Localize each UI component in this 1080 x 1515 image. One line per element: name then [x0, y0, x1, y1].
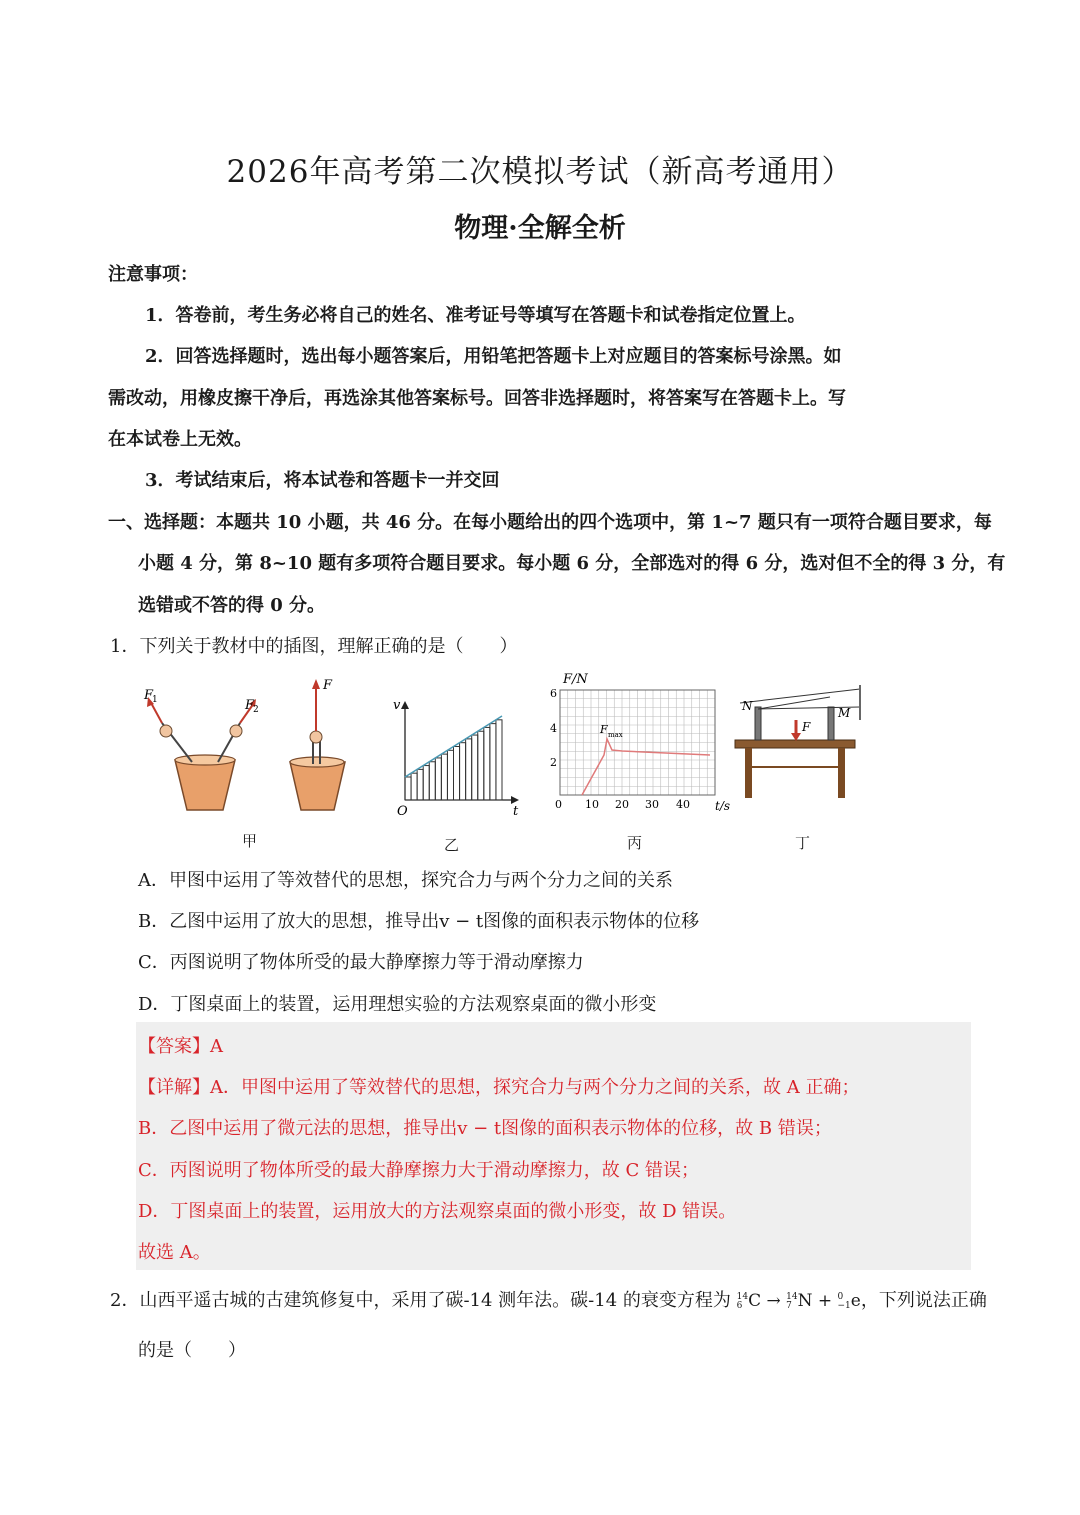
figure-jia	[143, 678, 345, 810]
yi-bar	[429, 762, 435, 800]
label-f2: F	[245, 698, 255, 713]
yi-bar	[472, 735, 478, 800]
figure-bing	[550, 672, 730, 813]
figure-label-ding: 丁	[795, 834, 811, 852]
label-ts: t/s	[715, 799, 731, 813]
notice-item-2-line-3: 在本试卷上无效。	[108, 429, 252, 450]
yi-bar	[466, 739, 472, 800]
page-title: 2026年高考第二次模拟考试（新高考通用）	[226, 154, 854, 190]
yi-bar	[447, 750, 453, 800]
yi-bar	[454, 747, 460, 801]
yi-microelement-bars	[405, 720, 502, 800]
label-fn: F/N	[563, 672, 588, 687]
label-t: t	[513, 804, 519, 819]
detail-line-5: 故选 A。	[138, 1242, 211, 1263]
tick-x-20: 20	[615, 798, 629, 811]
tick-y-2: 2	[550, 756, 557, 769]
label-fmax: F	[600, 723, 608, 736]
tick-x-0: 0	[555, 798, 562, 811]
yi-bar	[478, 731, 484, 800]
detail-line-4: D．丁图桌面上的装置，运用放大的方法观察桌面的微小形变，故 D 错误。	[138, 1201, 737, 1222]
question-2-stem-line-2: 的是（ ）	[138, 1340, 246, 1361]
label-o: O	[397, 804, 408, 819]
detail-line-2: B．乙图中运用了微元法的思想，推导出v − t图像的面积表示物体的位移，故 B 错误；	[138, 1118, 832, 1139]
bucket-right	[290, 762, 345, 810]
section-1-line-1: 一、选择题：本题共 10 小题，共 46 分。在每小题给出的四个选项中，第 1~7 题只有一项符合题目要求，每	[108, 512, 992, 533]
bucket-left	[175, 760, 235, 810]
yi-bar	[417, 769, 423, 800]
label-fding: F	[802, 720, 811, 734]
yi-bar	[496, 720, 502, 800]
svg-text:1: 1	[152, 695, 158, 705]
label-f1: F	[144, 688, 154, 703]
decay-equation: 14 6 C → 14 7 N + 0 −1 e	[736, 1291, 861, 1311]
tick-x-30: 30	[645, 798, 659, 811]
option-c: C．丙图说明了物体所受的最大静摩擦力等于滑动摩擦力	[138, 952, 584, 973]
answer-label: 【答案】A	[138, 1036, 223, 1057]
option-b: B．乙图中运用了放大的思想，推导出v − t图像的面积表示物体的位移	[138, 911, 700, 932]
label-v: v	[393, 698, 401, 713]
yi-bar	[405, 777, 411, 800]
tick-x-10: 10	[585, 798, 599, 811]
yi-bar	[460, 743, 466, 800]
section-1-line-2: 小题 4 分，第 8~10 题有多项符合题目要求。每小题 6 分，全部选对的得 6 分，选对但不全的得 3 分，有	[138, 553, 1006, 574]
yi-bar	[411, 773, 417, 800]
tick-y-6: 6	[550, 687, 557, 700]
svg-text:2: 2	[253, 705, 259, 715]
figure-ding	[735, 685, 860, 798]
notice-item-1: 1．答卷前，考生务必将自己的姓名、准考证号等填写在答题卡和试卷指定位置上。	[145, 305, 806, 326]
label-n: N	[742, 699, 753, 713]
option-d: D．丁图桌面上的装置，运用理想实验的方法观察桌面的微小形变	[138, 994, 657, 1015]
figure-label-yi: 乙	[444, 836, 460, 854]
yi-bar	[441, 754, 447, 800]
question-2-stem-line-1: 2．山西平遥古城的古建筑修复中，采用了碳-14 测年法。碳-14 的衰变方程为 14 6 C → 14 7 N + 0 −1 e，下列说法正确	[110, 1290, 987, 1311]
figure-yi	[393, 698, 519, 819]
bing-friction-curve	[582, 739, 710, 795]
notice-item-2-line-2: 需改动，用橡皮擦干净后，再选涂其他答案标号。回答非选择题时，将答案写在答题卡上。写	[108, 388, 846, 409]
section-1-line-3: 选错或不答的得 0 分。	[138, 595, 326, 616]
yi-bar	[423, 766, 429, 800]
tick-x-40: 40	[676, 798, 690, 811]
option-a: A．甲图中运用了等效替代的思想，探究合力与两个分力之间的关系	[138, 870, 673, 891]
detail-line-3: C．丙图说明了物体所受的最大静摩擦力大于滑动摩擦力，故 C 错误；	[138, 1160, 699, 1181]
yi-bar	[435, 758, 441, 800]
notice-item-2-line-1: 2．回答选择题时，选出每小题答案后，用铅笔把答题卡上对应题目的答案标号涂黑。如	[145, 346, 842, 367]
tick-y-4: 4	[550, 722, 557, 735]
detail-line-1: 【详解】A．甲图中运用了等效替代的思想，探究合力与两个分力之间的关系，故 A 正确；	[138, 1077, 860, 1098]
label-m: M	[838, 706, 851, 720]
question-1-stem: 1．下列关于教材中的插图，理解正确的是（ ）	[110, 636, 518, 657]
label-f: F	[323, 678, 333, 693]
notice-heading: 注意事项：	[108, 264, 198, 285]
svg-text:max: max	[608, 731, 623, 739]
figure-label-bing: 丙	[627, 834, 643, 852]
yi-bar	[484, 727, 490, 800]
notice-item-3: 3．考试结束后，将本试卷和答题卡一并交回	[145, 470, 500, 491]
page-subtitle: 物理·全解全析	[454, 213, 626, 244]
yi-bar	[490, 724, 496, 800]
answer-box	[136, 1022, 971, 1270]
figure-label-jia: 甲	[242, 832, 258, 850]
